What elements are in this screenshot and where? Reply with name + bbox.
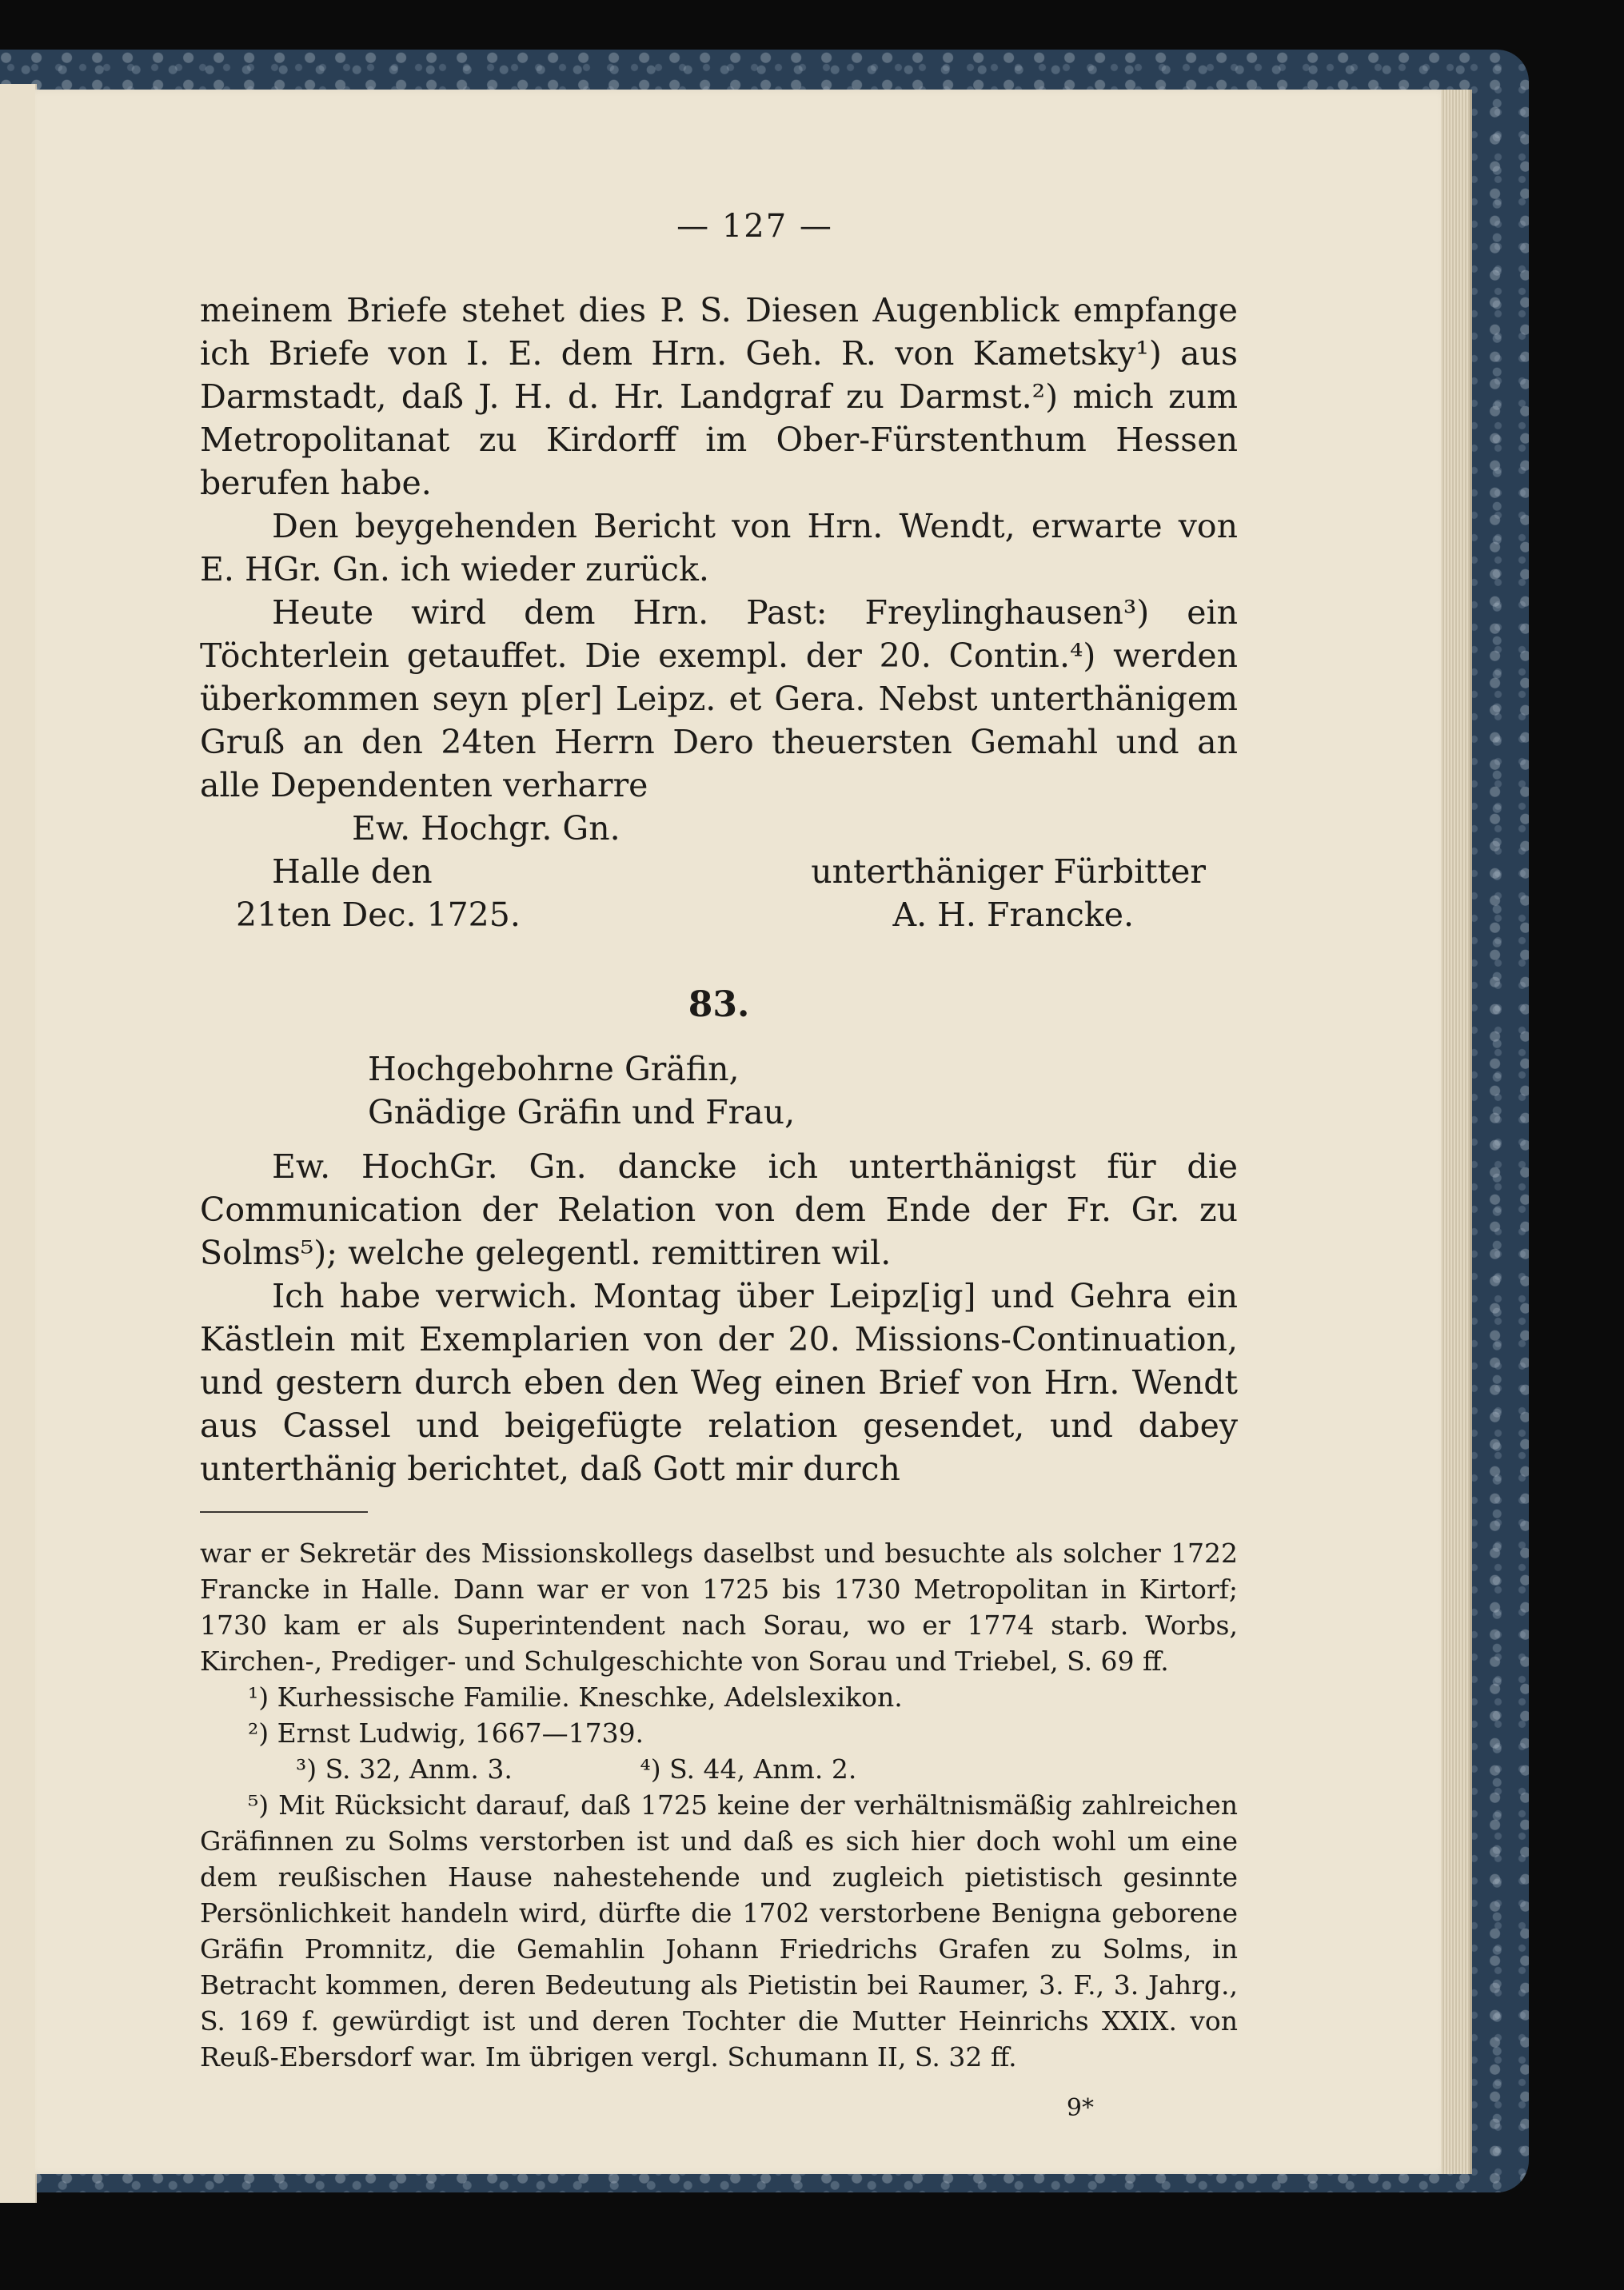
salutation-line: Hochgebohrne Gräfin, xyxy=(368,1050,740,1088)
page-number: — 127 — xyxy=(676,208,833,245)
footnote: ¹) Kurhessische Familie. Kneschke, Adelslexikon. xyxy=(248,1682,903,1713)
paragraph: meinem Briefe stehet dies P. S. Diesen Augenblick empfange ich Briefe von I. E. dem Hrn. Geh. R. von Kametsky¹) aus Darmstadt, daß J. H. d. Hr. Landgraf zu Darmst.²) mich zum Metropolitanat zu Kirdorff im Ober-Fürstenthum Hessen berufen habe. xyxy=(200,291,1238,502)
signature: A. H. Francke. xyxy=(892,896,1134,934)
letter-number: 83. xyxy=(688,984,750,1025)
footnote-separator xyxy=(200,1511,368,1513)
letter-end xyxy=(200,289,1238,936)
page-content xyxy=(200,208,1238,2122)
footnote: ²) Ernst Ludwig, 1667—1739. xyxy=(248,1718,644,1749)
signature-mark: 9* xyxy=(1066,2094,1094,2122)
footnotes xyxy=(200,1535,1238,2075)
previous-page-edge xyxy=(0,84,37,2203)
letter-body xyxy=(200,1145,1238,1490)
place: Halle den xyxy=(272,852,433,891)
footnote: ³) S. 32, Anm. 3. xyxy=(296,1753,513,1785)
address-line: Ew. Hochgr. Gn. xyxy=(352,809,620,848)
page-edges xyxy=(1441,90,1472,2174)
footnote-pair xyxy=(200,1751,1238,1787)
salutation-line: Gnädige Gräfin und Frau, xyxy=(368,1093,796,1131)
footnote-continuation: war er Sekretär des Missionskollegs daselbst und besuchte als solcher 1722 Francke in Halle. Dann war er von 1725 bis 1730 Metropolitan in Kirtorf; 1730 kam er als Superintendent nach Sorau, wo er 1774 starb. Worbs, Kirchen-, Prediger- und Schulgeschichte von Sorau und Triebel, S. 69 ff. xyxy=(200,1538,1238,1677)
paragraph: Ew. HochGr. Gn. dancke ich unterthänigst für die Communication der Relation von dem Ende der Fr. Gr. zu Solms⁵); welche gelegentl. remittiren wil. xyxy=(200,1147,1238,1272)
paragraph: Ich habe verwich. Montag über Leipz[ig] und Gehra ein Kästlein mit Exemplarien von der 20. Missions-Continuation, und gestern durch eben den Weg einen Brief von Hrn. Wendt aus Cassel und beigefügte relation gesendet, und dabey unterthänig berichtet, daß Gott mir durch xyxy=(200,1277,1238,1488)
closing: unterthäniger Fürbitter xyxy=(811,852,1206,891)
date: 21ten Dec. 1725. xyxy=(236,896,521,934)
footnote: ⁵) Mit Rücksicht darauf, daß 1725 keine der verhältnismäßig zahlreichen Gräfinnen zu Solms verstorben ist und daß es sich hier doch wohl um eine dem reußischen Hause nahestehende und zugleich pietistisch gesinnte Persönlichkeit handeln wird, dürfte die 1702 verstorbene Benigna geborene Gräfin Promnitz, die Gemahlin Johann Friedrichs Grafen zu Solms, in Betracht kommen, deren Bedeutung als Pietistin bei Raumer, 3. F., 3. Jahrg., S. 169 f. gewürdigt ist und deren Tochter die Mutter Heinrichs XXIX. von Reuß-Ebersdorf war. Im übrigen vergl. Schumann II, S. 32 ff. xyxy=(200,1789,1238,2073)
paragraph: Den beygehenden Bericht von Hrn. Wendt, erwarte von E. HGr. Gn. ich wieder zurück. xyxy=(200,507,1238,588)
footnote: ⁴) S. 44, Anm. 2. xyxy=(640,1753,857,1785)
paragraph: Heute wird dem Hrn. Past: Freylinghausen³) ein Töchterlein getauffet. Die exempl. der 20. Contin.⁴) werden überkommen seyn p[er] Leipz. et Gera. Nebst unterthänigem Gruß an den 24ten Herrn Dero theuersten Gemahl und an alle Dependenten verharre xyxy=(200,593,1238,804)
